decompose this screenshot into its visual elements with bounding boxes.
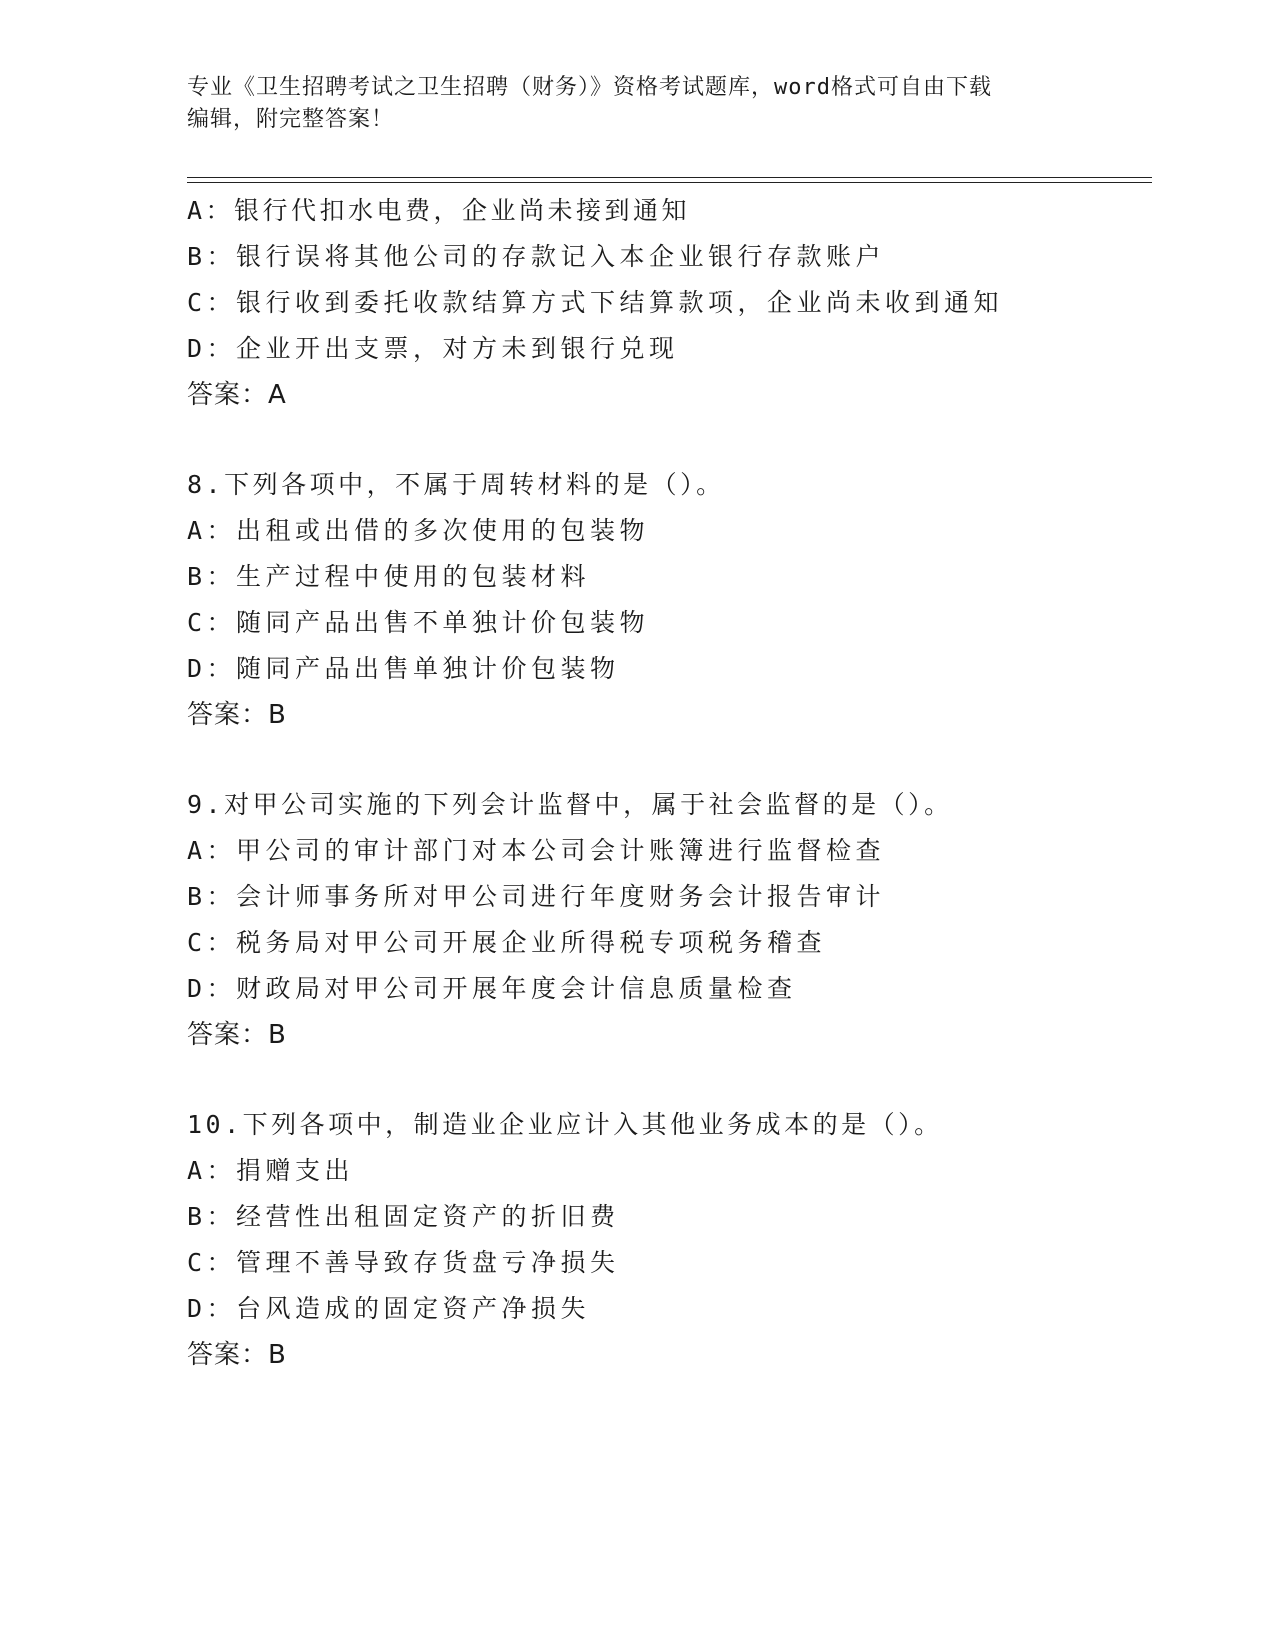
option-d: D：企业开出支票，对方未到银行兑现 [187,334,679,363]
header-divider-top [187,177,1152,178]
option-a: A：甲公司的审计部门对本公司会计账簿进行监督检查 [187,836,886,865]
header-divider-bottom [187,182,1152,183]
answer: 答案：B [187,1020,287,1050]
option-c: C：随同产品出售不单独计价包装物 [187,608,650,637]
question-7 [187,188,1147,418]
question-10 [187,1102,1147,1378]
answer: 答案：B [187,1340,287,1370]
question-text: 9.对甲公司实施的下列会计监督中，属于社会监督的是（）。 [187,790,953,819]
option-d: D：台风造成的固定资产净损失 [187,1294,591,1323]
option-a: A：捐赠支出 [187,1156,355,1185]
option-a: A：出租或出借的多次使用的包装物 [187,516,650,545]
option-c: C：管理不善导致存货盘亏净损失 [187,1248,620,1277]
option-b: B：生产过程中使用的包装材料 [187,562,591,591]
option-c: C：税务局对甲公司开展企业所得税专项税务稽查 [187,928,827,957]
option-b: B：会计师事务所对甲公司进行年度财务会计报告审计 [187,882,886,911]
option-b: B：经营性出租固定资产的折旧费 [187,1202,620,1231]
answer: 答案：A [187,380,287,410]
answer: 答案：B [187,700,287,730]
question-list [187,188,1147,1378]
document-header [187,72,1087,136]
question-8 [187,462,1147,738]
question-text: 10.下列各项中，制造业企业应计入其他业务成本的是（）。 [187,1110,943,1139]
option-b: B：银行误将其他公司的存款记入本企业银行存款账户 [187,242,886,271]
header-line-1: 专业《卫生招聘考试之卫生招聘（财务）》资格考试题库，word格式可自由下载 [187,75,992,100]
question-9 [187,782,1147,1058]
question-text: 8.下列各项中，不属于周转材料的是（）。 [187,470,725,499]
option-d: D：财政局对甲公司开展年度会计信息质量检查 [187,974,797,1003]
option-a: A：银行代扣水电费，企业尚未接到通知 [187,196,691,225]
option-d: D：随同产品出售单独计价包装物 [187,654,620,683]
option-c: C：银行收到委托收款结算方式下结算款项，企业尚未收到通知 [187,288,1004,317]
header-line-2: 编辑，附完整答案！ [187,107,395,132]
